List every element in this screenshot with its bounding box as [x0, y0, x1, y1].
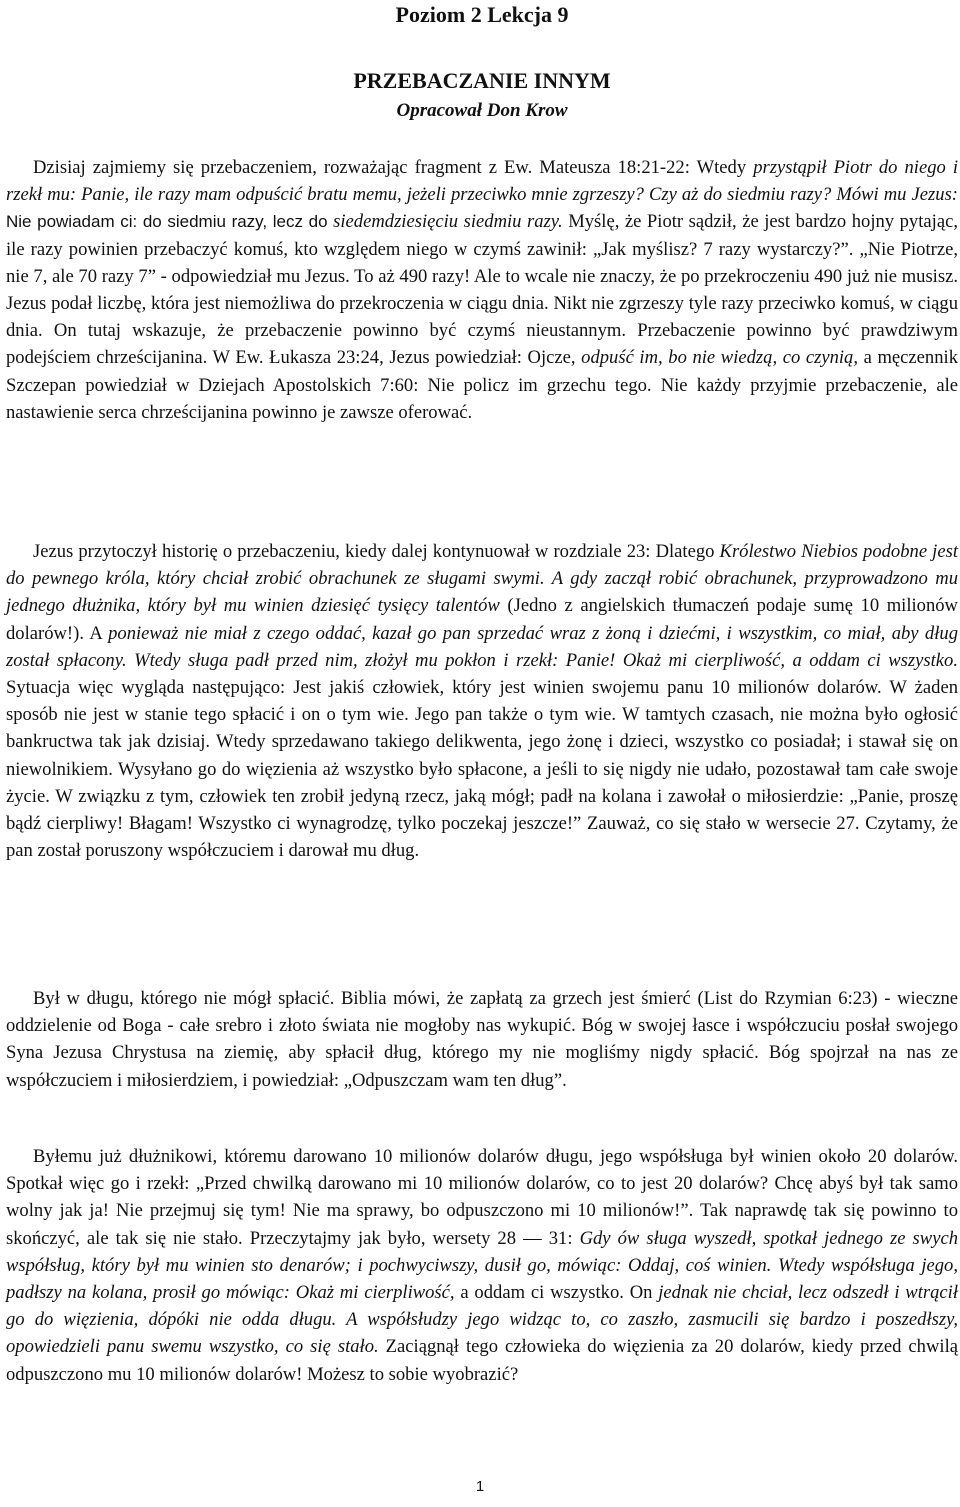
paragraph [6, 1143, 958, 1388]
italic-text-run: ponieważ nie miał z czego oddać, kazał go pan sprzedać wraz z żoną i dziećmi, i wszystkim, co miał, aby dług został spłacony. Wtedy sługa padł przed nim, złożył mu pokłon i rzekł: Panie! Okaż mi cierpliwość, a oddam ci wszystko. [6, 622, 958, 671]
text-run: Zaciągnął tego człowieka do więzienia za 20 dolarów, kiedy przed chwilą odpuszczono mu 10 milionów dolarów! Możesz to sobie wyobrazić? [6, 1336, 958, 1385]
text-run: a męczennik Szczepan powiedział w Dziejach Apostolskich 7:60: Nie policz im grzechu tego. Nie każdy przyjmie przebaczenie, ale nastawienie serca chrześcijanina powinno je zawsze oferować. [6, 347, 958, 423]
page-number: 1 [475, 1478, 485, 1495]
italic-text-run: Królestwo Niebios podobne jest do pewnego króla, który chciał zrobić obrachunek ze sługami swymi. A gdy zaczął robić obrachunek, przyprowadzono mu jednego dłużnika, który był mu winien dziesięć tysięcy talentów [6, 541, 958, 617]
paragraph [6, 538, 958, 864]
italic-text-run: odpuść im, bo nie wiedzą, co czynią, [581, 347, 858, 369]
text-run: Był w długu, którego nie mógł spłacić. Biblia mówi, że zapłatą za grzech jest śmierć (List do Rzymian 6:23) - wieczne oddzielenie od Boga - całe srebro i złoto świata nie mogłoby nas wykupić. Bóg w swojej łasce i współczuciu posłał swojego Syna Jezusa Chrystusa na ziemię, aby spłacił dług, którego my nie mogliśmy nigdy spłacić. Bóg spojrzał na nas ze współczuciem i miłosierdziem, i powiedział: „Odpuszczam wam ten dług”. [6, 988, 958, 1091]
italic-text-run: siedemdziesięciu siedmiu razy. [333, 211, 563, 233]
text-run: Dzisiaj zajmiemy się przebaczeniem, rozważając fragment z Ew. Mateusza 18:21-22: Wtedy [33, 157, 754, 178]
text-run: Jezus przytoczył historię o przebaczeniu, kiedy dalej kontynuował w rozdziale 23: Dlatego [33, 541, 720, 562]
document-title: PRZEBACZANIE INNYM [353, 68, 611, 93]
paragraph [6, 985, 958, 1094]
text-run: Myślę, że Piotr sądził, że jest bardzo hojny pytając, ile razy powinien przebaczyć komuś, kto względem niego w czymś zawinił: „Jak myślisz? 7 razy wystarczy?”. „Nie Piotrze, nie 7, ale 70 razy 7” - odpowiedział mu Jezus. To aż 490 razy! Ale to wcale nie znaczy, że po przekroczeniu 490 już nie musisz. Jezus podał liczbę, która jest niemożliwa do przekroczenia w ciągu dnia. Nikt nie zgrzeszy tyle razy przeciwko komuś, w ciągu dnia. On tutaj wskazuje, że przebaczenie powinno być czymś nieustannym. Przebaczenie powinno być prawdziwym podejściem chrześcijanina. W Ew. Łukasza 23:24, Jezus powiedział: Ojcze, [6, 211, 958, 369]
text-run: Byłemu już dłużnikowi, któremu darowano 10 milionów dolarów długu, jego współsługa był winien około 20 dolarów. Spotkał więc go i rzekł: „Przed chwilką darowano mi 10 milionów dolarów, co to jest 20 dolarów? Chcę abyś był tak samo wolny jak ja! Nie przejmuj się tym! Nie ma sprawy, bo odpuszczono mi 10 milionów!”. Tak naprawdę tak się powinno to skończyć, ale tak się nie stało. Przeczytajmy jak było, wersety 28 — 31: [6, 1146, 958, 1249]
text-run: a oddam ci wszystko. On [454, 1282, 659, 1304]
text-run: (Jedno z angielskich tłumaczeń podaje sumę 10 milionów dolarów!). A [6, 595, 958, 644]
text-run: Nie powiadam ci: do siedmiu razy, lecz do [6, 212, 334, 232]
italic-text-run: jednak nie chciał, lecz odszedł i wtrącił go do więzienia, dópóki nie odda długu. A współsłudzy jego widząc to, co zaszło, zasmucili się bardzo i poszedłszy, opowiedzieli panu swemu wszystko, co się stało. [6, 1282, 958, 1358]
italic-text-run: przystąpił Piotr do niego i rzekł mu: Panie, ile razy mam odpuścić bratu memu, jeżeli przeciwko mnie zgrzeszy? Czy aż do siedmiu razy? Mówi mu Jezus: [6, 157, 958, 206]
lesson-header: Poziom 2 Lekcja 9 [395, 2, 569, 27]
author-line: Opracował Don Krow [396, 100, 568, 121]
text-run: Sytuacja więc wygląda następująco: Jest jakiś człowiek, który jest winien swojemu panu 10 milionów dolarów. W żaden sposób nie jest w stanie tego spłacić i on o tym wie. Jego pan także o tym wie. W tamtych czasach, nie można było ogłosić bankructwa tak jak dzisiaj. Wtedy sprzedawano takiego delikwenta, jego żonę i dzieci, wszystko co posiadał; i stawał się on niewolnikiem. Wysyłano go do więzienia aż wszystko było spłacone, a jeśli to się nigdy nie udało, pozostawał tam całe swoje życie. W związku z tym, człowiek ten zrobił jedyną rzecz, jaką mógł; padł na kolana i zawołał o miłosierdzie: „Panie, proszę bądź cierpliwy! Błagam! Wszystko ci wynagrodzę, tylko poczekaj jeszcze!” Zauważ, co się stało w wersecie 27. Czytamy, że pan został poruszony współczuciem i darował mu dług. [6, 677, 958, 862]
italic-text-run: Gdy ów sługa wyszedł, spotkał jednego ze swych współsług, który był mu winien sto denarów; i pochwyciwszy, dusił go, mówiąc: Oddaj, coś winien. Wtedy współsługa jego, padłszy na kolana, prosił go mówiąc: Okaż mi cierpliwość, [6, 1227, 958, 1304]
paragraph [6, 154, 958, 426]
